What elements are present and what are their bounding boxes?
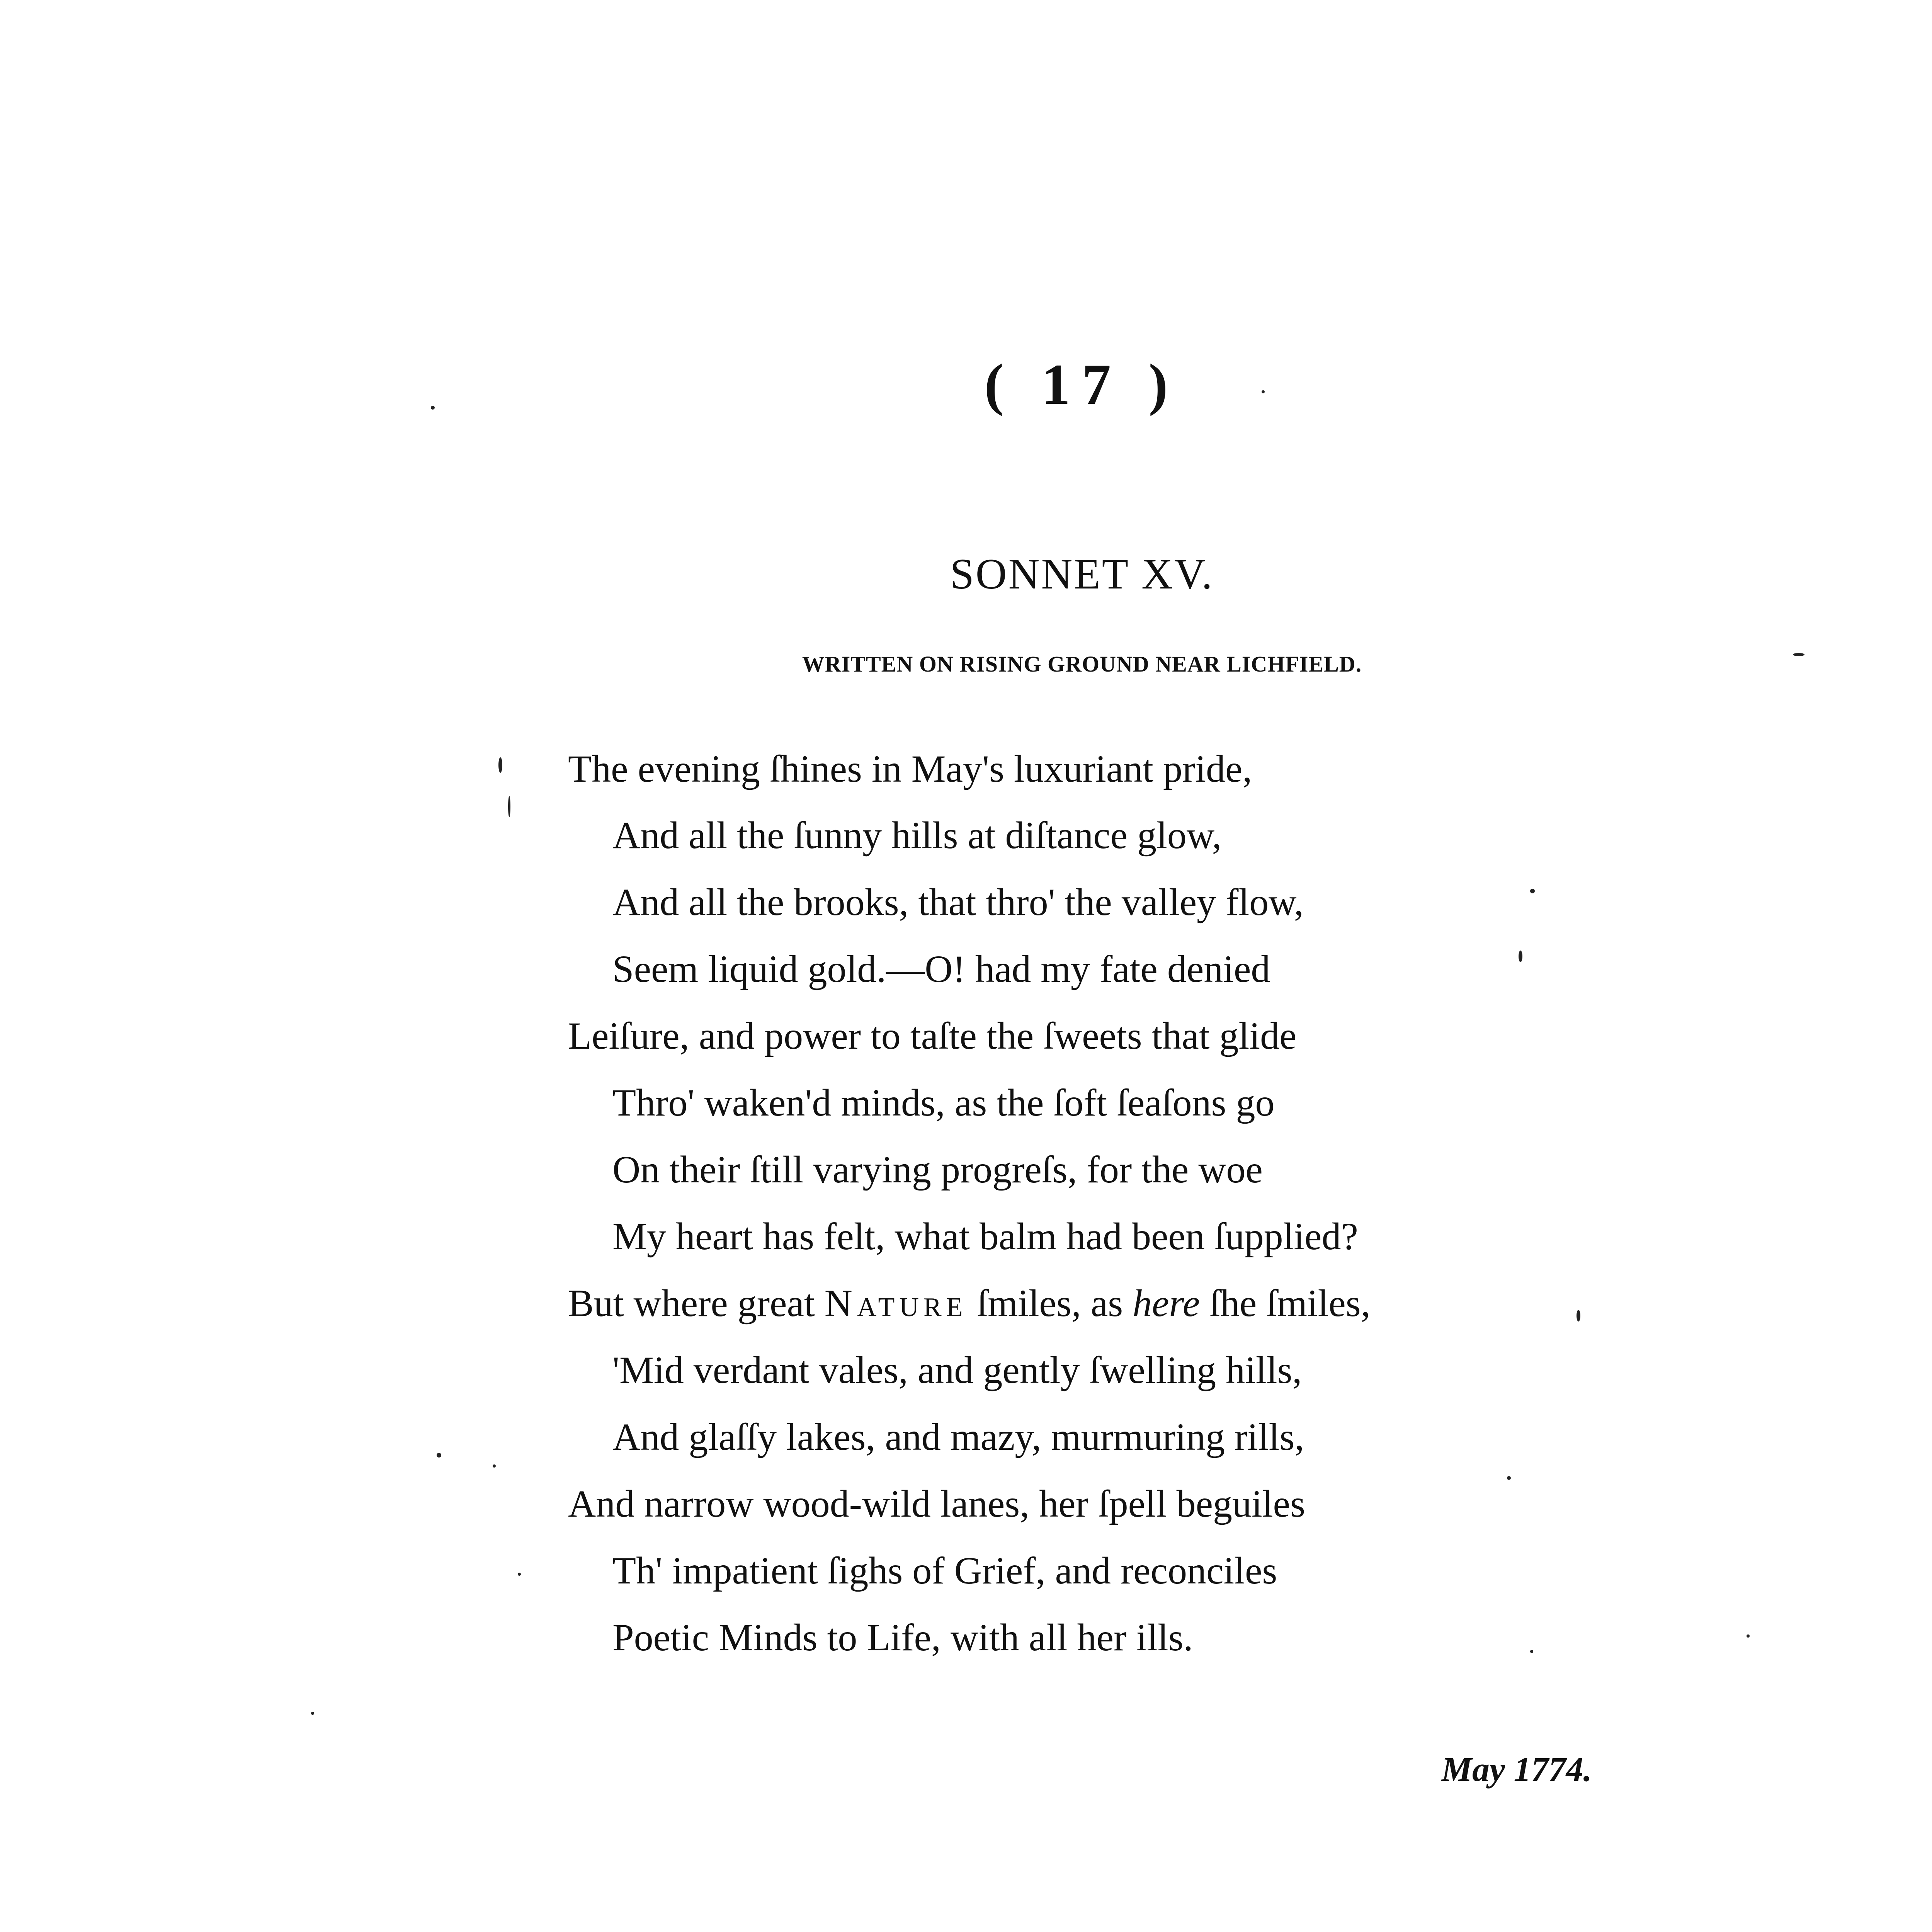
sonnet-line-10: 'Mid verdant vales, and gently ſwelling hills,	[612, 1349, 1302, 1391]
sonnet-line-2: And all the ſunny hills at diſtance glow,	[612, 814, 1222, 857]
scan-speck	[437, 1453, 441, 1458]
sonnet-line-1: The evening ſhines in May's luxuriant pride,	[568, 747, 1252, 790]
scan-speck	[508, 796, 510, 817]
sonnet-line-11: And glaſſy lakes, and mazy, murmuring rills,	[612, 1415, 1304, 1458]
sonnet-line-5: Leiſure, and power to taſte the ſweets that glide	[568, 1014, 1297, 1057]
scan-speck	[1262, 390, 1265, 393]
scan-speck	[1793, 653, 1804, 656]
page-number: ( 17 )	[984, 352, 1180, 417]
sonnet-line-7: On their ſtill varying progreſs, for the woe	[612, 1148, 1263, 1191]
scan-speck	[1577, 1310, 1580, 1321]
sonnet-line-6: Thro' waken'd minds, as the ſoft ſeaſons go	[612, 1081, 1275, 1124]
scan-speck	[498, 757, 502, 773]
sonnet-line-9	[568, 1284, 1371, 1323]
scan-speck	[1530, 889, 1535, 893]
sonnet-line-14: Poetic Minds to Life, with all her ills.	[612, 1616, 1193, 1659]
scan-speck	[493, 1464, 496, 1468]
sonnet-line-3: And all the brooks, that thro' the valley flow,	[612, 881, 1304, 923]
sonnet-line-12: And narrow wood-wild lanes, her ſpell beguiles	[568, 1482, 1305, 1525]
nature-word: Nature	[824, 1282, 968, 1325]
scan-speck	[311, 1712, 314, 1715]
scan-speck	[1747, 1634, 1750, 1638]
scan-speck	[1530, 1650, 1533, 1653]
scan-speck	[1507, 1476, 1511, 1480]
sonnet-title: SONNET XV.	[950, 550, 1214, 598]
here-word: here	[1133, 1282, 1200, 1325]
sonnet-line-8: My heart has felt, what balm had been ſupplied?	[612, 1215, 1358, 1258]
sonnet-line-13: Th' impatient ſighs of Grief, and reconciles	[612, 1549, 1277, 1592]
line-9-part-3: ſhe ſmiles,	[1200, 1282, 1371, 1325]
composition-date: May 1774.	[1441, 1750, 1592, 1789]
scan-speck	[518, 1573, 521, 1576]
scan-speck	[431, 406, 435, 410]
scan-speck	[1519, 951, 1522, 962]
sonnet-line-4: Seem liquid gold.—O! had my fate denied	[612, 947, 1270, 990]
sonnet-subtitle: WRITTEN ON RISING GROUND NEAR LICHFIELD.	[802, 651, 1362, 677]
line-9-part-1: But where great	[568, 1282, 825, 1325]
line-9-part-2: ſmiles, as	[967, 1282, 1133, 1325]
